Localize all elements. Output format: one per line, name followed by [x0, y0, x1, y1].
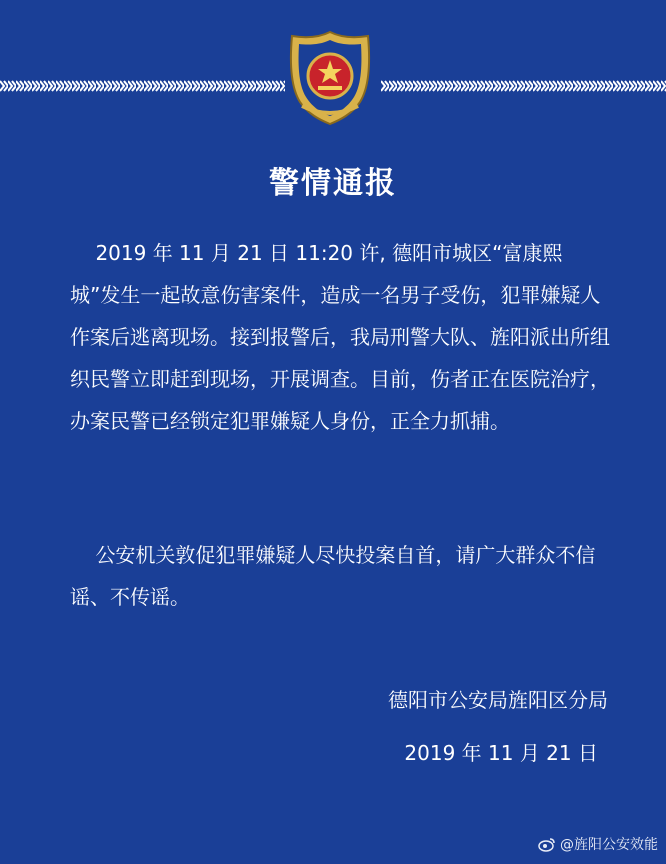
notice-paragraph-2: 公安机关敦促犯罪嫌疑人尽快投案自首，请广大群众不信谣、不传谣。 [70, 543, 596, 609]
notice-paragraph-1: 2019 年 11 月 21 日 11:20 许, 德阳市城区“富康熙城”发生一起故意伤害案件，造成一名男子受伤，犯罪嫌疑人作案后逃离现场。接到报警后，我局刑警大队、旌阳派出所组织民警立即赶到现场，开展调查。目前，伤者正在医院治疗， 办案民警已经锁定犯罪嫌疑人身份，正全力抓捕。 [70, 241, 623, 433]
decorative-stripe-left [0, 79, 285, 93]
watermark-text: @旌阳公安效能 [560, 837, 658, 853]
issuer-signature: 德阳市公安局旌阳区分局 [388, 688, 608, 712]
weibo-watermark [538, 834, 658, 854]
page-title: 警情通报 [269, 166, 397, 201]
police-emblem-icon [280, 28, 380, 128]
issue-date: 2019 年 11 月 21 日 [404, 741, 598, 765]
decorative-stripe-right [381, 79, 666, 93]
weibo-icon [538, 836, 556, 852]
